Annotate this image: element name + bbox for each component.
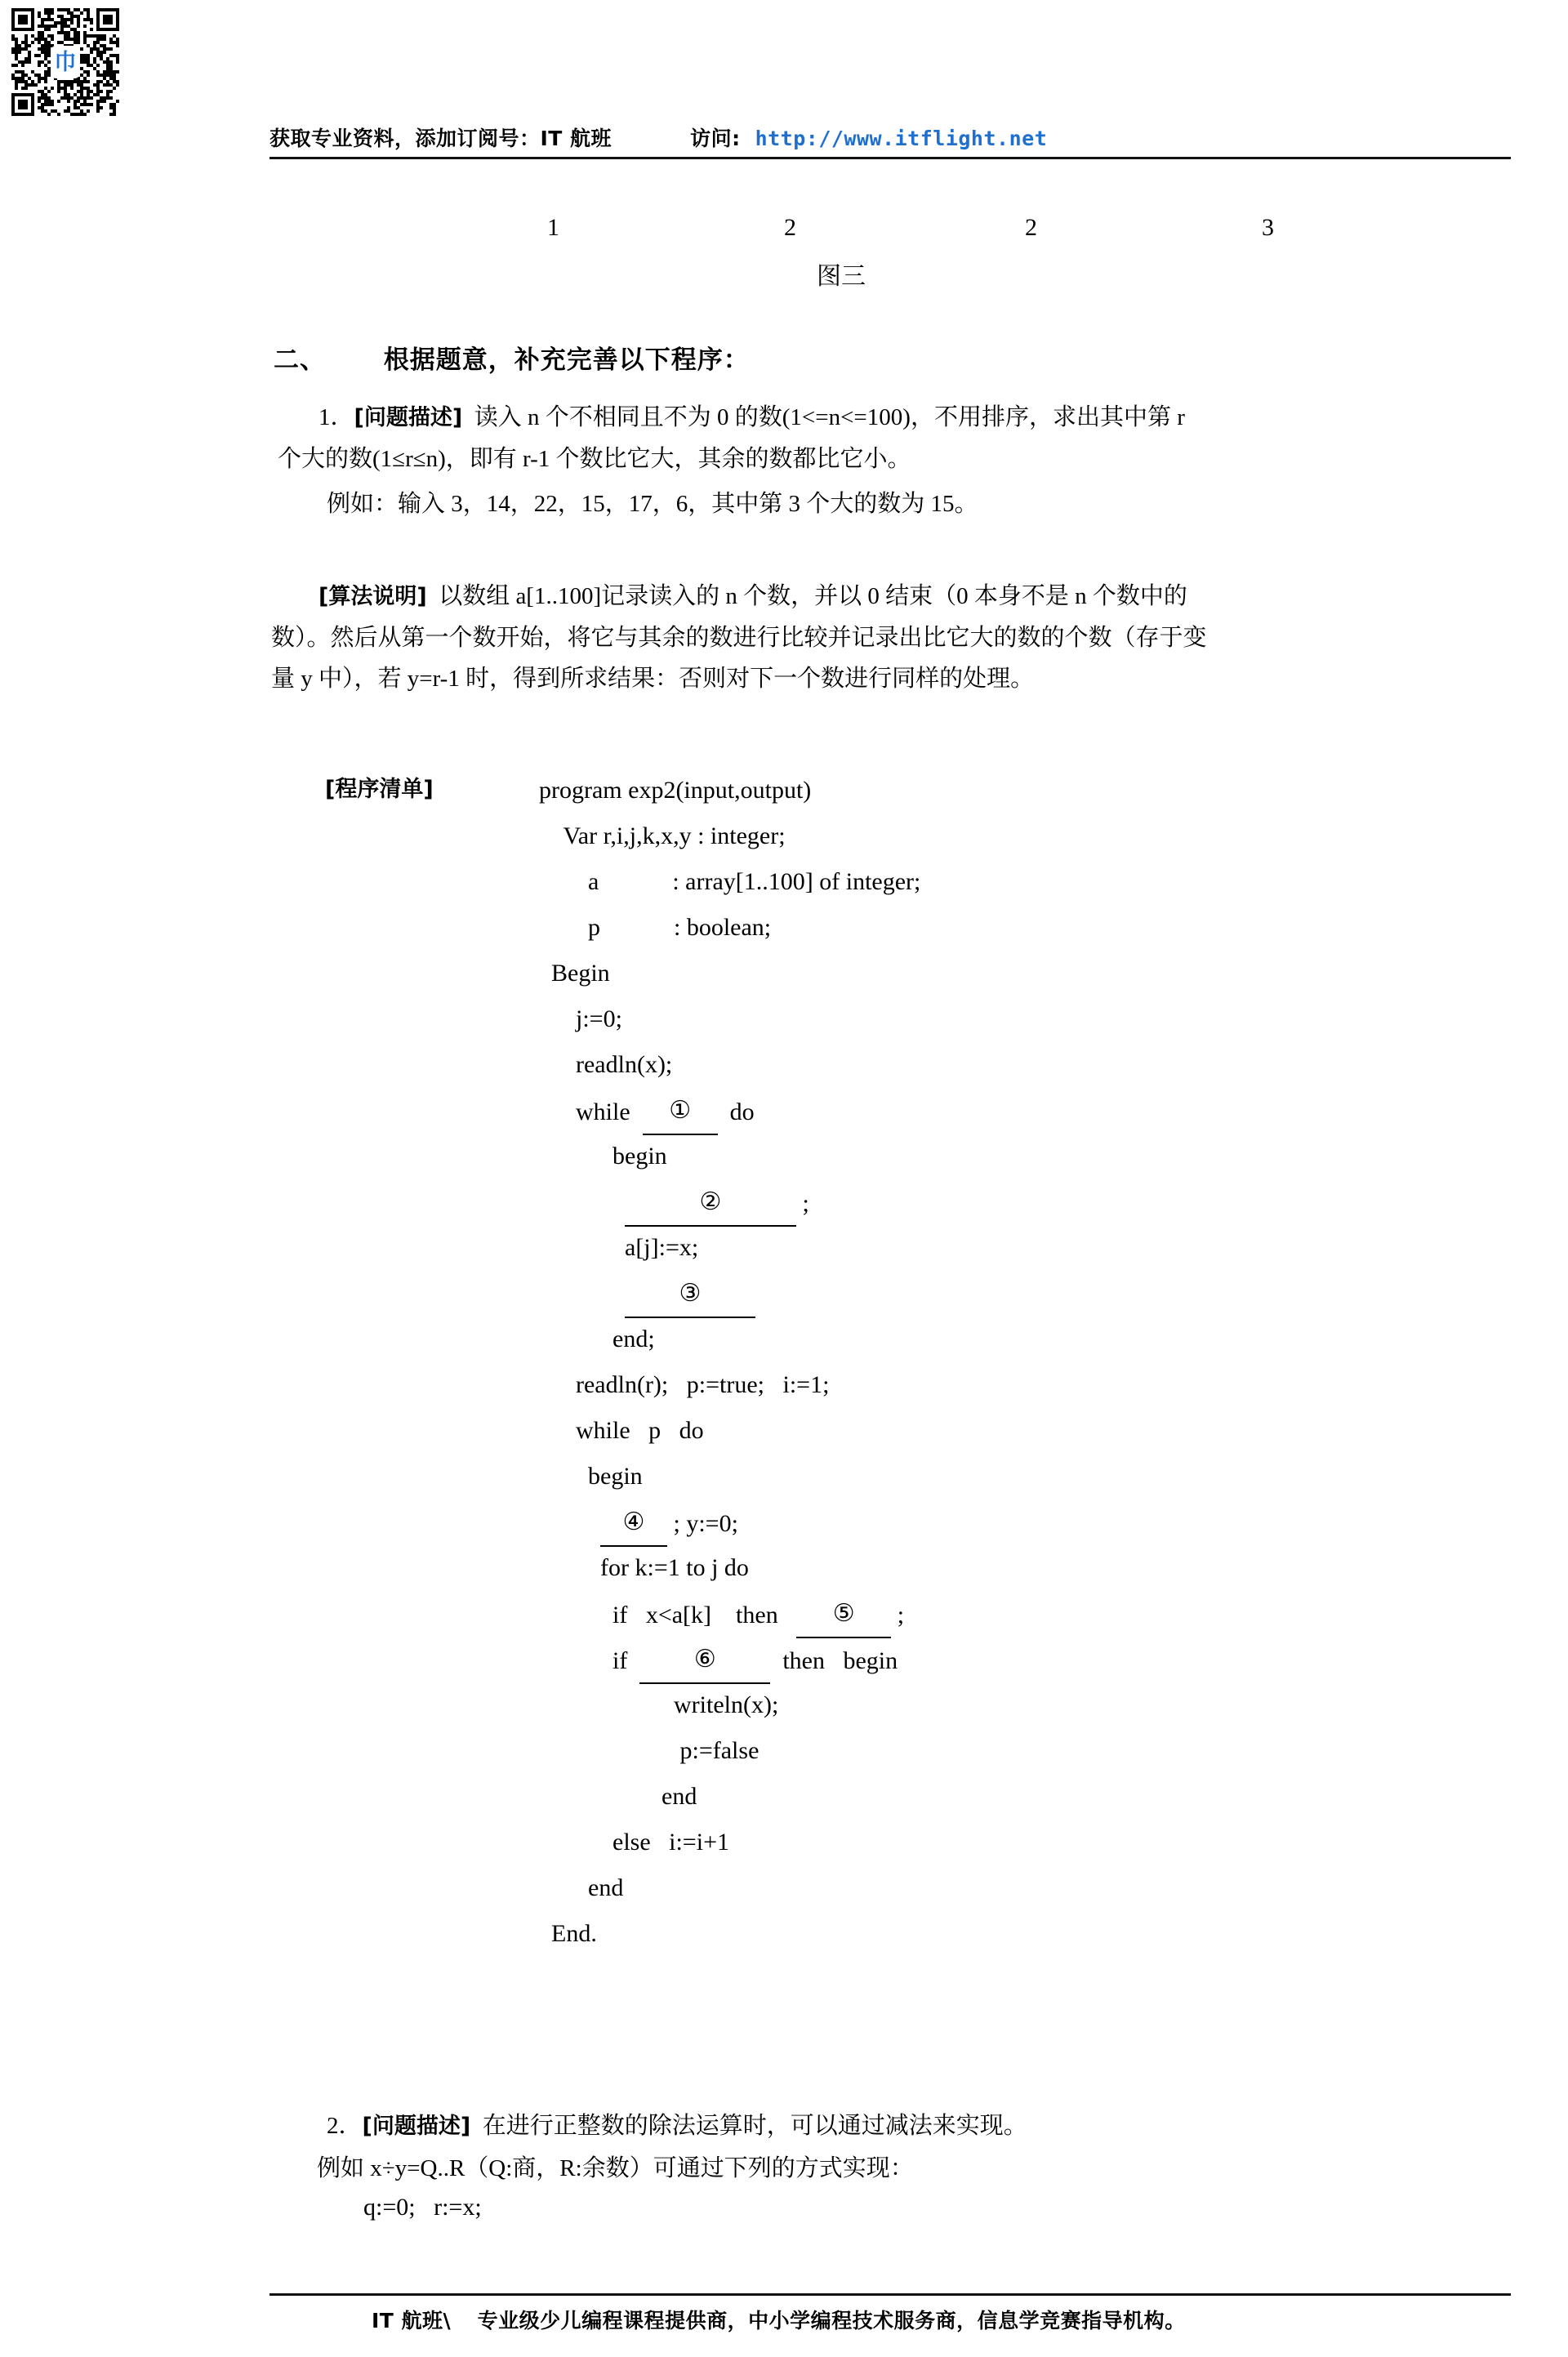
figure-number: 2: [784, 214, 796, 241]
answer-blank-3[interactable]: ③: [625, 1271, 755, 1318]
qr-logo-glyph: 巾: [54, 49, 77, 75]
figure-number-row: [270, 214, 1274, 250]
header-promo-text: 获取专业资料，添加订阅号：IT 航班: [270, 127, 612, 150]
code-line: p:=false: [539, 1737, 760, 1764]
problem1-desc-line1: 读入 n 个不相同且不为 0 的数(1<=n<=100)，不用排序，求出其中第 r: [474, 404, 1185, 430]
code-line: else i:=i+1: [539, 1829, 729, 1856]
code-line: while ① do: [539, 1088, 1519, 1134]
problem2-number: 2．: [327, 2113, 363, 2139]
code-line: if ⑥ then begin: [539, 1637, 1519, 1682]
problem1-desc-label: [问题描述]: [354, 405, 463, 430]
problem1-algo-label: [算法说明]: [318, 584, 427, 609]
figure-number: 3: [1262, 214, 1274, 241]
problem1-number: 1．: [318, 404, 354, 430]
problem1-desc-line2: 个大的数(1≤r≤n)，即有 r-1 个数比它大，其余的数都比它小。: [278, 446, 911, 472]
code-line: a[j]:=x;: [539, 1234, 699, 1261]
code-line: end: [539, 1874, 624, 1901]
qr-center-logo: [51, 46, 79, 78]
problem2-description: [327, 2105, 1470, 2147]
problem1-algo-line3: 量 y 中），若 y=r-1 时，得到所求结果：否则对下一个数进行同样的处理。: [271, 666, 1035, 692]
page-header: [270, 123, 1511, 155]
code-line: end;: [539, 1326, 655, 1352]
problem2-desc-text: 在进行正整数的除法运算时，可以通过减法来实现。: [482, 2113, 1027, 2139]
problem2-example: 例如 x÷y=Q..R（Q:商，R:余数）可通过下列的方式实现：: [317, 2155, 914, 2181]
figure-caption: 图三: [817, 263, 866, 290]
answer-blank-1[interactable]: ①: [643, 1088, 718, 1135]
section-heading: 二、 根据题意，补充完善以下程序：: [274, 345, 750, 375]
header-visit-label: 访问:: [690, 127, 741, 150]
problem1-algorithm: [271, 576, 1519, 699]
code-line: for k:=1 to j do: [539, 1554, 749, 1581]
code-line: readln(r); p:=true; i:=1;: [539, 1371, 830, 1398]
code-line: writeln(x);: [539, 1691, 779, 1718]
header-divider: [270, 157, 1511, 159]
code-line: program exp2(input,output): [539, 777, 812, 804]
code-line: End.: [539, 1920, 597, 1947]
answer-blank-4[interactable]: ④: [600, 1499, 667, 1547]
code-line: begin: [539, 1143, 667, 1170]
code-line: Var r,i,j,k,x,y : integer;: [539, 822, 786, 849]
figure-number: 2: [1025, 214, 1037, 241]
code-line: readln(x);: [539, 1051, 673, 1078]
code-line: ④ ; y:=0;: [539, 1499, 1519, 1545]
answer-blank-2[interactable]: ②: [625, 1179, 796, 1227]
problem1-description: [278, 397, 1511, 479]
problem2-code-line: q:=0; r:=x;: [363, 2194, 482, 2221]
footer-divider: [270, 2293, 1511, 2296]
answer-blank-6[interactable]: ⑥: [639, 1637, 770, 1684]
code-line: p : boolean;: [539, 914, 772, 941]
code-line: a : array[1..100] of integer;: [539, 868, 921, 895]
header-url-link[interactable]: http://www.itflight.net: [755, 127, 1048, 150]
code-line: [539, 1271, 1519, 1317]
figure-number: 1: [547, 214, 559, 241]
page-footer: [372, 2305, 1186, 2334]
code-line: j:=0;: [539, 1005, 622, 1032]
problem2-desc-label: [问题描述]: [362, 2114, 471, 2139]
problem1-algo-line2: 数）。然后从第一个数开始，将它与其余的数进行比较并记录出比它大的数的个数（存于变: [271, 625, 1207, 651]
answer-blank-5[interactable]: ⑤: [796, 1591, 891, 1638]
footer-brand: IT 航班\: [372, 2309, 452, 2332]
footer-tagline: 专业级少儿编程课程提供商，中小学编程技术服务商，信息学竞赛指导机构。: [477, 2309, 1186, 2332]
code-line: while p do: [539, 1417, 704, 1444]
problem1-listing-label: [程序清单]: [325, 777, 434, 802]
code-line: begin: [539, 1463, 643, 1490]
code-line: Begin: [539, 960, 610, 987]
code-line: if x<a[k] then ⑤ ;: [539, 1591, 1519, 1637]
qr-code: [11, 8, 119, 116]
problem1-example: 例如：输入 3，14，22，15，17，6，其中第 3 个大的数为 15。: [327, 491, 978, 517]
code-line: end: [539, 1783, 697, 1810]
code-line: ② ;: [539, 1179, 1519, 1225]
problem1-code-listing: [539, 768, 1519, 1957]
problem1-algo-line1: 以数组 a[1..100]记录读入的 n 个数，并以 0 结束（0 本身不是 n 个数中的: [439, 583, 1187, 609]
